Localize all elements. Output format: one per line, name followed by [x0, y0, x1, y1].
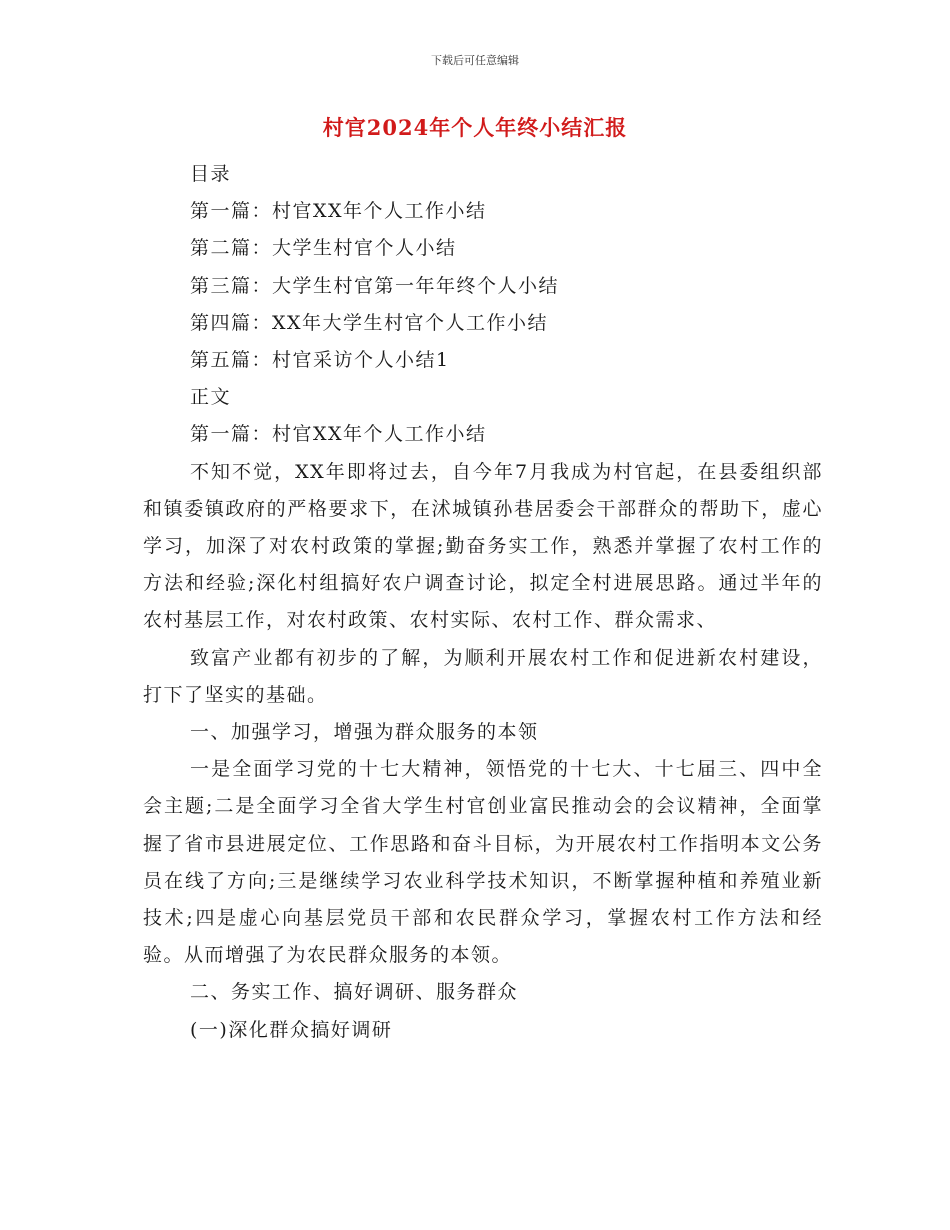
toc-item: 第二篇：大学生村官个人小结 — [190, 237, 457, 260]
document-body — [143, 156, 823, 1049]
body-heading: 正文 — [190, 386, 232, 409]
paragraph: 一是全面学习党的十七大精神，领悟党的十七大、十七届三、四中全会主题;二是全面学习全省大学生村官创业富民推动会的会议精神，全面掌握了省市县进展定位、工作思路和奋斗目标，为开展农村工作指明本文公务员在线了方向;三是继续学习农业科学技术知识，不断掌握种植和养殖业新技术;四是虚心向基层党员干部和农民群众学习，掌握农村工作方法和经验。从而增强了为农民群众服务的本领。 — [143, 758, 823, 967]
subheading: 一、加强学习，增强为群众服务的本领 — [190, 721, 539, 744]
toc-item: 第一篇：村官XX年个人工作小结 — [190, 200, 487, 223]
toc-item: 第五篇：村官采访个人小结1 — [190, 349, 450, 372]
toc-item: 第四篇：XX年大学生村官个人工作小结 — [190, 311, 549, 334]
header-note: 下载后可任意编辑 — [431, 54, 519, 67]
section-title: 第一篇：村官XX年个人工作小结 — [190, 423, 487, 446]
subheading: 二、务实工作、搞好调研、服务群众 — [190, 981, 519, 1004]
document-title: 村官2024年个人年终小结汇报 — [322, 115, 628, 140]
toc-heading: 目录 — [190, 163, 232, 185]
subheading: (一)深化群众搞好调研 — [190, 1018, 393, 1041]
paragraph: 不知不觉，XX年即将过去，自今年7月我成为村官起，在县委组织部和镇委镇政府的严格要求下，在沭城镇孙巷居委会干部群众的帮助下，虚心学习，加深了对农村政策的掌握;勤奋务实工作，熟悉并掌握了农村工作的方法和经验;深化村组搞好农户调查讨论，拟定全村进展思路。通过半年的农村基层工作，对农村政策、农村实际、农村工作、群众需求、 — [143, 460, 823, 632]
toc-item: 第三篇：大学生村官第一年年终个人小结 — [190, 274, 560, 297]
paragraph: 致富产业都有初步的了解，为顺利开展农村工作和促进新农村建设，打下了坚实的基础。 — [143, 646, 823, 706]
